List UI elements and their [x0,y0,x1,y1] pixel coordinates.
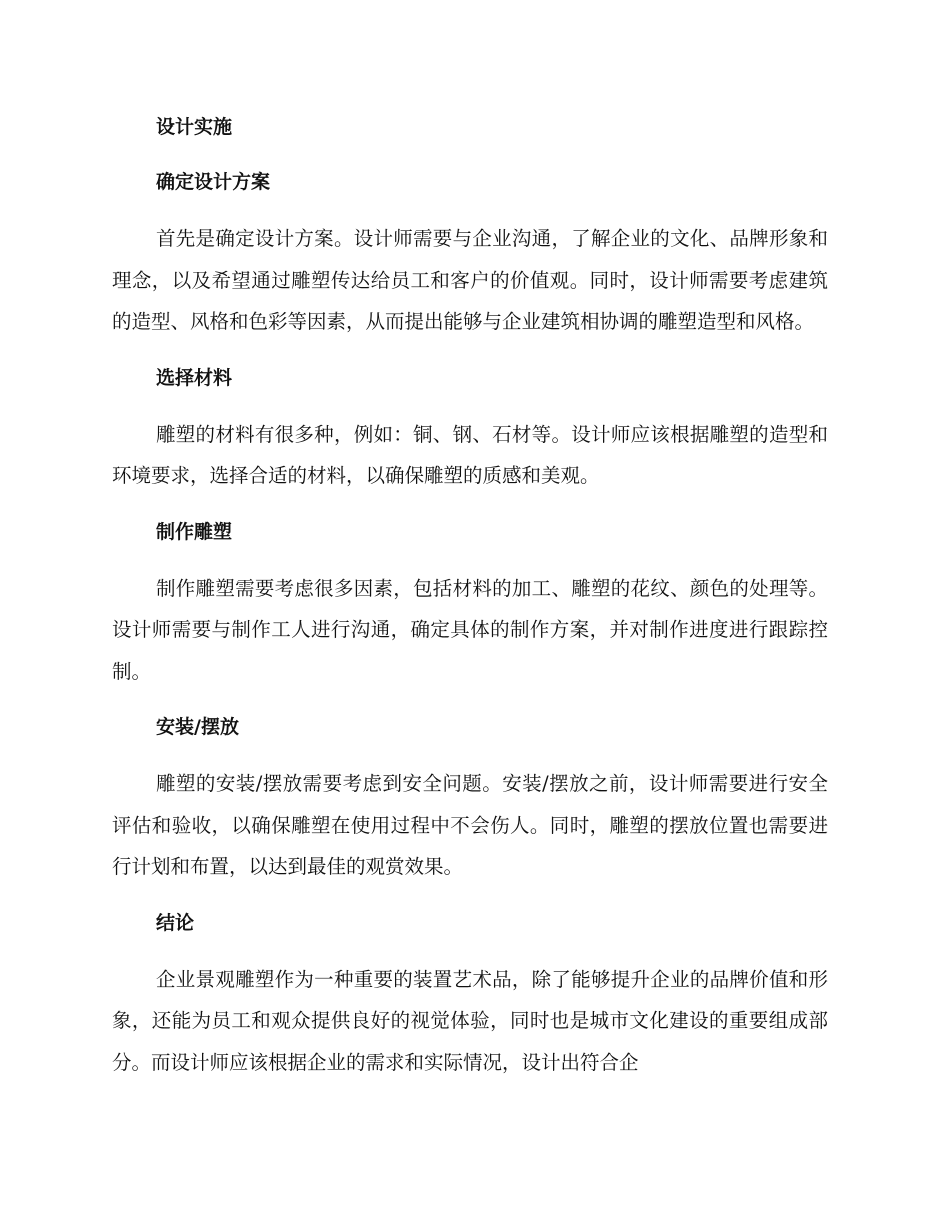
section-heading-conclusion: 结论 [156,911,195,934]
paragraph-materials: 雕塑的材料有很多种，例如：铜、钢、石材等。设计师应该根据雕塑的造型和环境要求，选择合适的材料，以确保雕塑的质感和美观。 [112,422,828,487]
paragraph-fabrication: 制作雕塑需要考虑很多因素，包括材料的加工、雕塑的花纹、颜色的处理等。设计师需要与制作工人进行沟通，确定具体的制作方案，并对制作进度进行跟踪控制。 [112,576,828,683]
paragraph-conclusion: 企业景观雕塑作为一种重要的装置艺术品，除了能够提升企业的品牌价值和形象，还能为员工和观众提供良好的视觉体验，同时也是城市文化建设的重要组成部分。而设计师应该根据企业的需求和实际情况，设计出符合企 [112,967,828,1074]
section-heading-materials: 选择材料 [156,366,233,389]
document-page [112,108,828,1099]
section-heading-design-plan: 确定设计方案 [156,171,271,193]
section-heading-fabrication: 制作雕塑 [156,520,233,543]
section-heading-installation: 安装/摆放 [156,716,239,738]
paragraph-design-plan: 首先是确定设计方案。设计师需要与企业沟通，了解企业的文化、品牌形象和理念，以及希望通过雕塑传达给员工和客户的价值观。同时，设计师需要考虑建筑的造型、风格和色彩等因素，从而提出能够与企业建筑相协调的雕塑造型和风格。 [112,227,828,333]
section-heading-design-implementation: 设计实施 [156,116,233,138]
paragraph-installation: 雕塑的安装/摆放需要考虑到安全问题。安装/摆放之前，设计师需要进行安全评估和验收，以确保雕塑在使用过程中不会伤人。同时，雕塑的摆放位置也需要进行计划和布置，以达到最佳的观赏效果。 [112,772,828,878]
